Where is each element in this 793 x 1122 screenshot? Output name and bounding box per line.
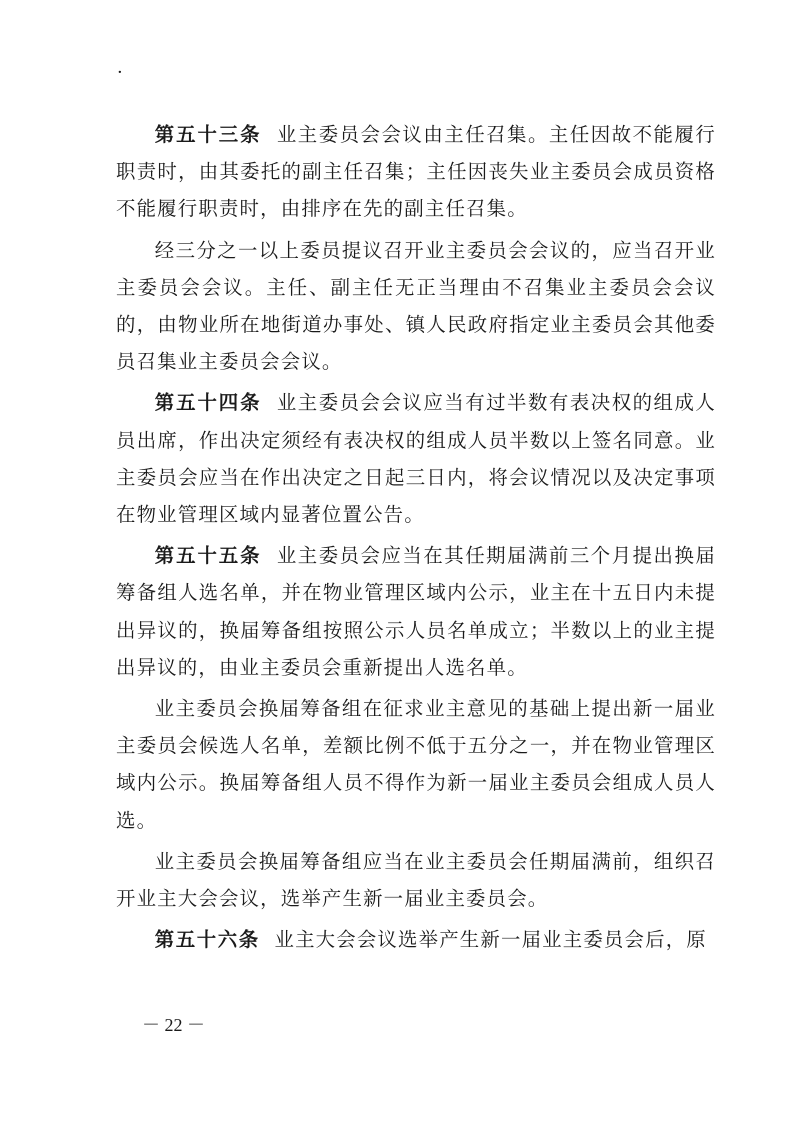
paragraph-text: 业主委员会会议由主任召集。主任因故不能履行职责时，由其委托的副主任召集；主任因丧失业主委员会成员资格不能履行职责时，由排序在先的副主任召集。 [116, 123, 716, 221]
article-number: 第五十四条 [154, 391, 262, 415]
article-number: 第五十五条 [154, 544, 262, 568]
paragraph-article-54 [116, 384, 716, 533]
paragraph-article-55 [116, 537, 716, 686]
paragraph-text: 业主委员会会议应当有过半数有表决权的组成人员出席，作出决定须经有表决权的组成人员半数以上签名同意。业主委员会应当在作出决定之日起三日内，将会议情况以及决定事项在物业管理区域内显著位置公告。 [116, 391, 716, 527]
paragraph-article-56 [116, 921, 716, 958]
article-number: 第五十六条 [154, 928, 260, 952]
paragraph-text: 业主委员会换届筹备组应当在业主委员会任期届满前，组织召开业主大会会议，选举产生新一届业主委员会。 [116, 849, 716, 911]
paragraph-text: 经三分之一以上委员提议召开业主委员会会议的，应当召开业主委员会会议。主任、副主任无正当理由不召集业主委员会会议的，由物业所在地街道办事处、镇人民政府指定业主委员会其他委员召集业主委员会会议。 [116, 238, 716, 374]
paragraph-article-53 [116, 116, 716, 228]
paragraph-article-53-continued [116, 232, 716, 381]
document-body [116, 116, 716, 962]
paragraph-article-55-continued-1 [116, 690, 716, 839]
paragraph-text: 业主大会会议选举产生新一届业主委员会后，原 [274, 928, 707, 952]
header-mark: · [117, 62, 123, 83]
paragraph-text: 业主委员会应当在其任期届满前三个月提出换届筹备组人选名单，并在物业管理区域内公示，业主在十五日内未提出异议的，换届筹备组按照公示人员名单成立；半数以上的业主提出异议的，由业主委员会重新提出人选名单。 [116, 544, 716, 679]
paragraph-text: 业主委员会换届筹备组在征求业主意见的基础上提出新一届业主委员会候选人名单，差额比例不低于五分之一，并在物业管理区域内公示。换届筹备组人员不得作为新一届业主委员会组成人员人选。 [116, 697, 716, 832]
page-number: － 22 － [142, 1015, 205, 1035]
paragraph-article-55-continued-2 [116, 843, 716, 917]
article-number: 第五十三条 [154, 123, 262, 146]
